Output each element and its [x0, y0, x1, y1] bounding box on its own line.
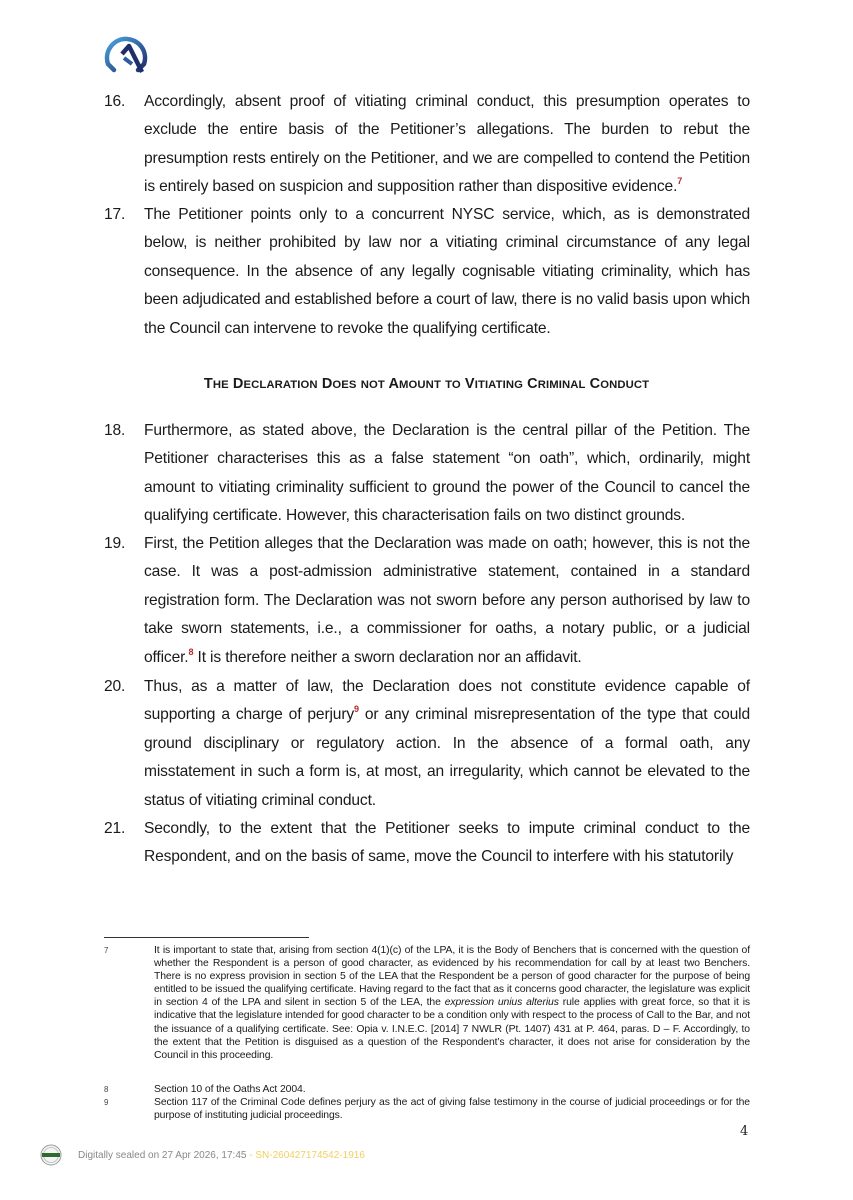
- footnote-number: 8: [104, 1085, 109, 1094]
- paragraph-text: Secondly, to the extent that the Petitioner seeks to impute criminal conduct to the Respondent, and on the basis of same, move the Council to interfere with his statutorily: [144, 820, 750, 866]
- paragraph-21: [104, 815, 750, 872]
- footnote-8: [104, 1083, 750, 1096]
- paragraph-18: [104, 417, 750, 531]
- footnote-text: Section 117 of the Criminal Code defines perjury as the act of giving false testimony in the course of judicial proceedings or for the purpose of instituting judicial proceedings.: [154, 1097, 750, 1122]
- footnote-text: It is important to state that, arising from section 4(1)(c) of the LPA, it is the Body of Benchers that is concerned with the question of whether the Respondent is a person of good character, as evidenced by his recommendation for call by at least two Benchers. There is no express provision in section 5 of the LEA that the Respondent be a person of good character for the purpose of being entitled to be issued the qualifying certificate. Having regard to the fact that as it concerns good character, the legislature was explicit in section 4 of the LPA and silent in section 5 of the LEA, the expression unius alterius rule applies with great force, so that it is indicative that the legislature intended for good character to be a condition only with respect to the process of Call to the Bar, and not the issuance of a qualifying certificate. See: Opia v. I.N.E.C. [2014] 7 NWLR (Pt. 1407) 431 at P. 464, paras. D – F. Accordingly, to the extent that the Petition is disguised as a question of the Respondent’s character, it does not arise for consideration by the Council in this proceeding.: [154, 945, 751, 1061]
- footnote-number: 7: [104, 946, 109, 955]
- paragraph-number: 16.: [104, 93, 126, 110]
- paragraph-17: [104, 201, 750, 343]
- seal-serial-number: SN-260427174542-1916: [255, 1149, 365, 1161]
- paragraph-text: Thus, as a matter of law, the Declaration does not constitute evidence capable of supporting a charge of perjury$^9$ or any criminal misrepresentation of the type that could ground disciplinary or regulatory action. In the absence of a formal oath, any misstatement in such a form is, at most, an irregularity, which cannot be elevated to the status of vitiating criminal conduct.: [144, 678, 750, 809]
- page-number: 4: [740, 1124, 749, 1139]
- section-heading: THE DECLARATION DOES NOT AMOUNT TO VITIATING CRIMINAL CONDUCT: [203, 376, 650, 392]
- seal-separator: -: [246, 1149, 256, 1161]
- paragraph-number: 18.: [104, 422, 126, 439]
- paragraph-number: 20.: [104, 678, 126, 695]
- footnote-text: Section 10 of the Oaths Act 2004.: [154, 1084, 306, 1095]
- paragraph-number: 19.: [104, 535, 126, 552]
- footnote-divider: [104, 937, 309, 938]
- footnote-ref-9[interactable]: 9: [354, 704, 359, 715]
- paragraph-20: [104, 673, 750, 815]
- paragraph-19: [104, 530, 750, 672]
- paragraph-number: 17.: [104, 206, 126, 223]
- paragraph-text: Furthermore, as stated above, the Declaration is the central pillar of the Petition. The Petitioner characterises this as a false statement “on oath”, which, ordinarily, might amount to vitiating criminality sufficient to ground the power of the Council to cancel the qualifying certificate. However, this characterisation fails on two distinct grounds.: [144, 422, 750, 525]
- footnote-number: 9: [104, 1098, 109, 1107]
- digital-seal-icon[interactable]: [40, 1144, 62, 1166]
- paragraph-text: First, the Petition alleges that the Declaration was made on oath; however, this is not the case. It was a post-admission administrative statement, contained in a standard registration form. The Declaration was not sworn before any person authorised by law to take sworn statements, i.e., a commissioner for oaths, a notary public, or a judicial officer.$^8$ It is therefore neither a sworn declaration nor an affidavit.: [144, 535, 750, 666]
- footnote-9: [104, 1096, 750, 1122]
- paragraph-text: The Petitioner points only to a concurrent NYSC service, which, as is demonstrated below, is neither prohibited by law nor a vitiating criminal circumstance of any legal consequence. In the absence of any legally cognisable vitiating criminality, which has been adjudicated and established before a court of law, there is no valid basis upon which the Council can intervene to revoke the qualifying certificate.: [144, 206, 750, 337]
- firm-logo-icon: [102, 26, 150, 78]
- seal-text: Digitally sealed on 27 Apr 2026, 17:45: [78, 1149, 247, 1161]
- footnote-ref-7[interactable]: 7: [677, 176, 683, 187]
- digital-seal: [40, 1144, 365, 1166]
- paragraph-text: Accordingly, absent proof of vitiating criminal conduct, this presumption operates to exclude the entire basis of the Petitioner’s allegations. The burden to rebut the presumption rests entirely on the Petitioner, and we are compelled to contend the Petition is entirely based on suspicion and supposition rather than dispositive evidence.$^7$: [144, 93, 750, 196]
- paragraph-number: 21.: [104, 820, 126, 837]
- footnote-7: [104, 944, 750, 1062]
- footnote-ref-8[interactable]: 8: [188, 646, 194, 657]
- paragraph-16: [104, 88, 750, 202]
